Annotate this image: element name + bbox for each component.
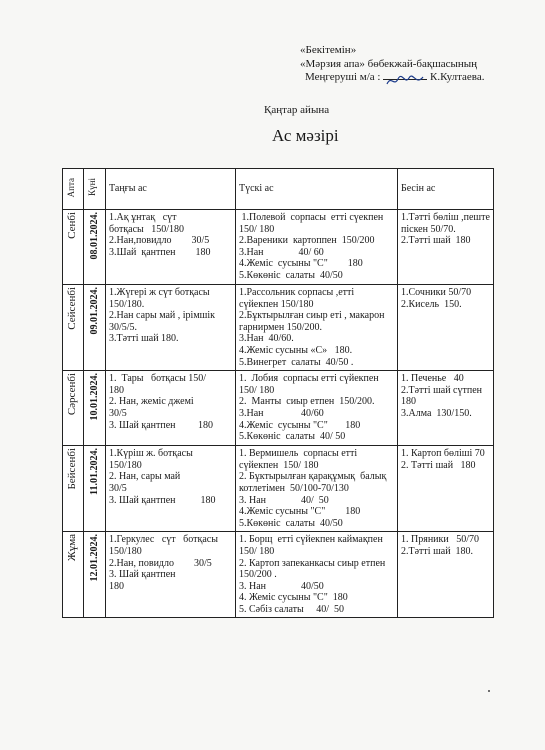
lunch-item: 2.Бұктырылған сиыр еті , макарон: [239, 310, 385, 322]
breakfast-item: 1. Тары ботқасы 150/: [109, 373, 207, 385]
signature: [383, 79, 427, 80]
lunch-item: 2.Вареники картоппен 150/200: [239, 235, 375, 247]
breakfast-item: 1.Геркулес сүт ботқасы: [109, 534, 218, 546]
snack-item: 2.Тәтті шай 180.: [401, 545, 474, 557]
signature-scribble: [385, 73, 425, 89]
lunch-item: 1. Лобия сорпасы етті сүйекпен: [239, 373, 379, 385]
breakfast-item: 3.Шай қантпен 180: [109, 246, 211, 258]
lunch-item: 3.Нан 40/60: [239, 407, 324, 419]
breakfast-item: 3. Шай қантпен 180: [109, 494, 216, 506]
snack-item: 1.Сочники 50/70: [401, 287, 472, 298]
breakfast-item: 2.Нан сары май , ірімшік: [109, 310, 216, 322]
lunch-item: 5.Көкөніс салаты 40/50: [239, 269, 343, 281]
lunch-item: сүйекпен 150/ 180: [239, 459, 319, 471]
breakfast-item: 2.Нан,повидло 30/5: [109, 235, 210, 247]
breakfast-cell: [106, 532, 236, 618]
snack-item: 2.Тәтті шай сүтпен: [401, 384, 483, 396]
lunch-item: 2. Бұктырылған қарақұмық балық: [239, 471, 387, 483]
header-lunch: Түскі ас: [236, 169, 398, 210]
breakfast-item: 30/5/5.: [109, 321, 138, 333]
lunch-item: 2. Манты сиыр етпен 150/200.: [239, 396, 375, 408]
breakfast-item: 1.Ақ ұнтақ сүт: [109, 212, 177, 223]
approval-line-3-prefix: Меңгеруші м/а :: [305, 71, 381, 83]
breakfast-item: 1.Жүгері ж сүт ботқасы: [109, 287, 210, 298]
snack-item: 2. Тәтті шай 180: [401, 459, 476, 471]
table-row: [63, 371, 494, 446]
approval-line-1: «Бекітемін»: [300, 44, 357, 56]
lunch-item: 150/ 180: [239, 545, 275, 557]
snack-item: 1.Тәтті бөліш ,пеште: [401, 212, 490, 223]
breakfast-item: ботқасы 150/180: [109, 223, 185, 235]
breakfast-item: 180: [109, 384, 124, 396]
lunch-cell: [236, 532, 398, 618]
lunch-item: 5.Көкөніс салаты 40/ 50: [239, 431, 346, 443]
approval-line-3: [300, 71, 485, 85]
table-row: [63, 285, 494, 371]
lunch-item: сүйекпен 150/180: [239, 298, 314, 310]
weekday-cell: Жұма: [63, 532, 84, 618]
lunch-item: 4. Жеміс сусыны "С" 180: [239, 592, 348, 604]
breakfast-item: 180: [109, 580, 124, 592]
lunch-cell: [236, 285, 398, 371]
lunch-item: гарнирмен 150/200.: [239, 321, 322, 333]
weekday-cell: Сенбі: [63, 210, 84, 285]
lunch-item: 150/ 180: [239, 384, 275, 396]
date-cell: 10.01.2024.: [84, 371, 106, 446]
lunch-item: 5. Сәбіз салаты 40/ 50: [239, 603, 345, 615]
breakfast-cell: [106, 285, 236, 371]
breakfast-item: 2. Нан, жеміс джемі: [109, 396, 194, 408]
lunch-item: 3.Нан 40/60.: [239, 333, 294, 345]
breakfast-item: 150/180: [109, 459, 142, 471]
lunch-cell: [236, 371, 398, 446]
header-week: Апта: [63, 169, 84, 210]
lunch-item: 3. Нан 40/ 50: [239, 494, 329, 506]
lunch-item: 4.Жеміс сусыны "С" 180: [239, 258, 363, 270]
weekday-cell: Сәрсенбі: [63, 371, 84, 446]
lunch-item: 150/ 180: [239, 223, 275, 235]
breakfast-item: 3. Шай қантпен 180: [109, 419, 214, 431]
menu-table: [62, 168, 494, 618]
snack-item: 2.Тәтті шай 180: [401, 235, 471, 247]
breakfast-item: 150/180: [109, 545, 142, 557]
lunch-item: 1. Борщ етті сүйекпен каймақпен: [239, 534, 383, 546]
snack-cell: [398, 446, 494, 532]
date-cell: 12.01.2024.: [84, 532, 106, 618]
date-cell: 11.01.2024.: [84, 446, 106, 532]
snack-item: 180: [401, 396, 416, 408]
lunch-item: 4.Жеміс сусыны «С» 180.: [239, 344, 353, 356]
breakfast-item: 3. Шай қантпен: [109, 569, 176, 581]
breakfast-item: 1.Күріш ж. ботқасы: [109, 448, 193, 460]
header-snack: Бесін ас: [398, 169, 494, 210]
breakfast-cell: [106, 446, 236, 532]
approval-line-3-suffix: К.Култаева.: [430, 71, 485, 83]
snack-cell: [398, 285, 494, 371]
breakfast-cell: [106, 210, 236, 285]
header-day: Күні: [84, 169, 106, 210]
lunch-item: 2. Картоп запеканкасы сиыр етпен: [239, 557, 386, 569]
lunch-item: 4.Жеміс сусыны "С" 180: [239, 506, 361, 518]
snack-cell: [398, 371, 494, 446]
snack-item: 3.Алма 130/150.: [401, 407, 472, 419]
header-row: [63, 169, 494, 210]
lunch-item: котлетімен 50/100-70/130: [239, 482, 349, 494]
header-breakfast: Таңғы ас: [106, 169, 236, 210]
breakfast-item: 3.Тәтті шай 180.: [109, 333, 179, 345]
snack-item: 1. Печенье 40: [401, 373, 464, 385]
weekday-cell: Сейсенбі: [63, 285, 84, 371]
date-cell: 08.01.2024.: [84, 210, 106, 285]
snack-cell: [398, 210, 494, 285]
approval-block: [300, 44, 485, 85]
lunch-cell: [236, 446, 398, 532]
approval-line-2: «Мәрзия апа» бөбекжай-бақшасының: [300, 57, 478, 70]
snack-cell: [398, 532, 494, 618]
breakfast-item: 150/180.: [109, 298, 145, 310]
snack-item: 1. Картоп бөліші 70: [401, 448, 485, 460]
lunch-item: 4.Жеміс сусыны "С" 180: [239, 419, 361, 431]
lunch-item: 3. Нан 40/50: [239, 580, 324, 592]
snack-item: піскен 50/70.: [401, 223, 456, 235]
lunch-item: 1. Вермишель сорпасы етті: [239, 448, 358, 460]
lunch-item: 150/200 .: [239, 569, 277, 581]
date-cell: 09.01.2024.: [84, 285, 106, 371]
table-row: [63, 532, 494, 618]
lunch-item: 3.Нан 40/ 60: [239, 246, 324, 258]
page-title: Ас мәзірі: [272, 126, 339, 145]
breakfast-item: 30/5: [109, 407, 127, 419]
month-heading: Қаңтар айына: [264, 104, 330, 116]
lunch-item: 1.Рассольник сорпасы ,етті: [239, 287, 355, 298]
table-row: [63, 446, 494, 532]
speck: [488, 690, 490, 692]
lunch-item: 1.Полевой сорпасы етті сүекпен: [239, 212, 384, 223]
snack-item: 1. Пряники 50/70: [401, 534, 480, 546]
breakfast-item: 30/5: [109, 482, 127, 494]
lunch-item: 5.Винегрет салаты 40/50 .: [239, 356, 354, 368]
snack-item: 2.Кисель 150.: [401, 298, 462, 310]
lunch-item: 5.Көкөніс салаты 40/50: [239, 517, 343, 529]
table-row: [63, 210, 494, 285]
breakfast-item: 2. Нан, сары май: [109, 471, 181, 483]
lunch-cell: [236, 210, 398, 285]
weekday-cell: Бейсенбі: [63, 446, 84, 532]
breakfast-cell: [106, 371, 236, 446]
breakfast-item: 2.Нан, повидло 30/5: [109, 557, 212, 569]
